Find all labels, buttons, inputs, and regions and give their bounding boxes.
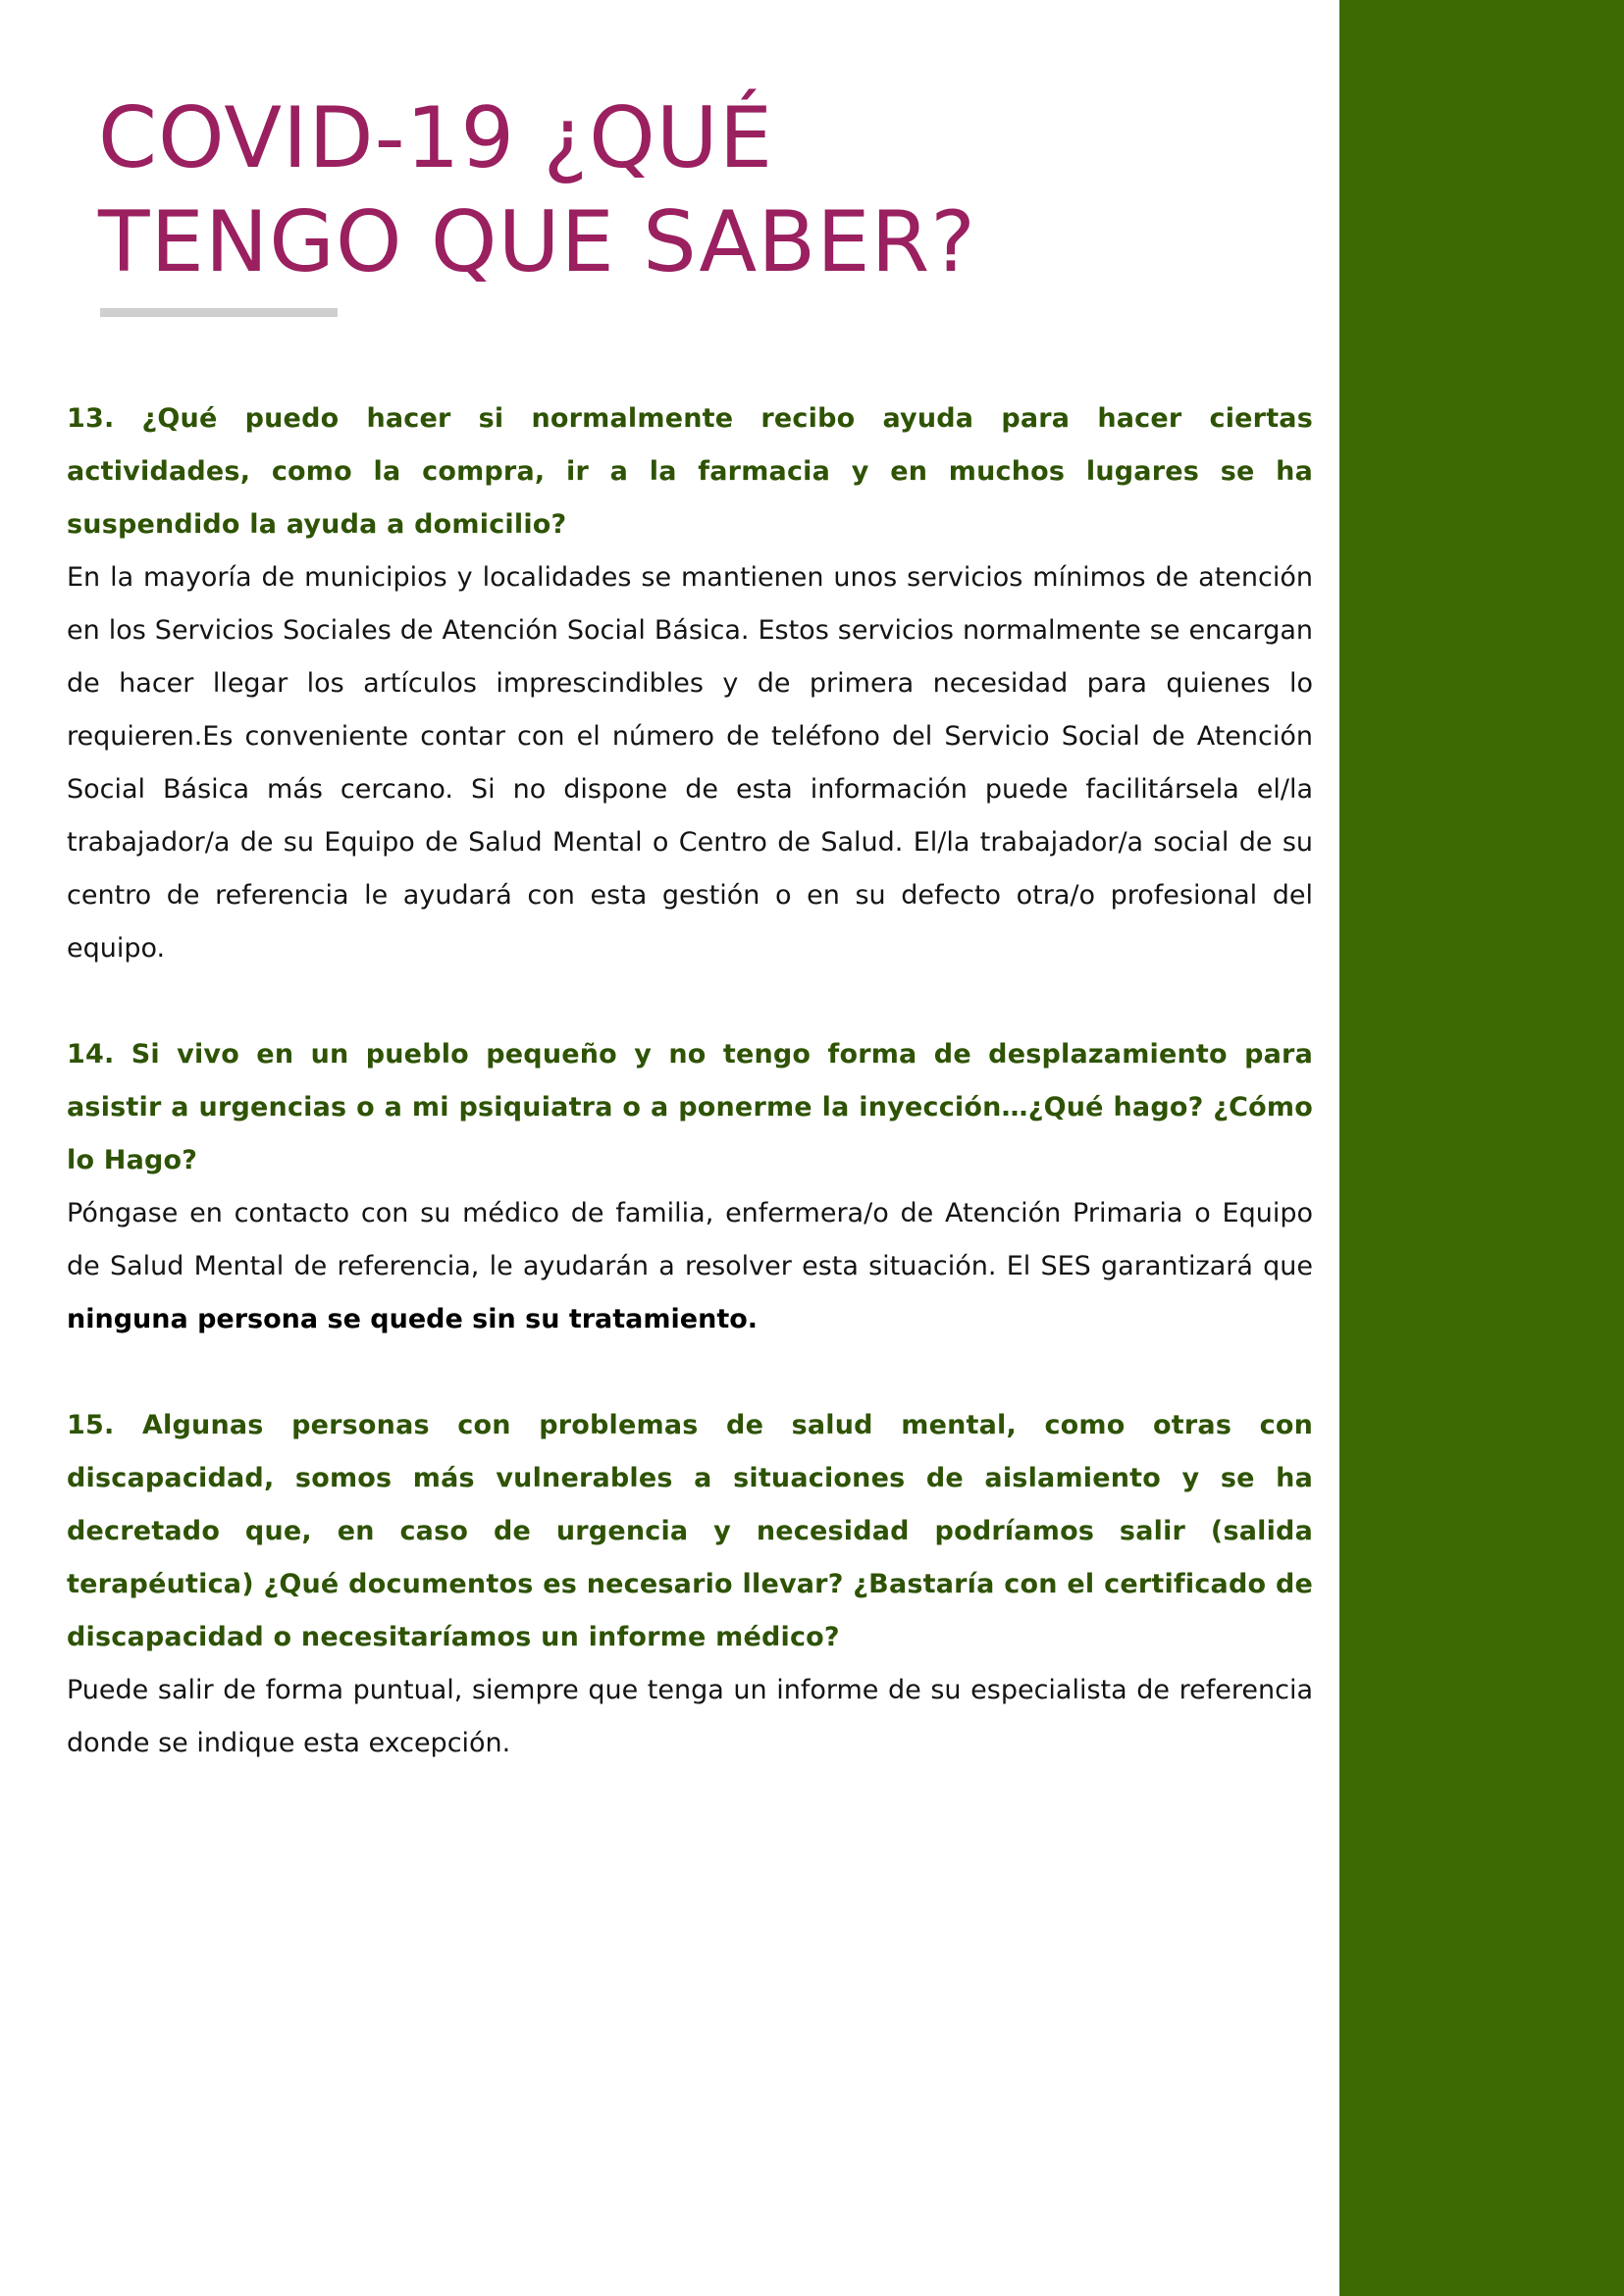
faq-item-15 — [67, 1399, 1313, 1770]
faq-answer-14-emphasis: ninguna persona se quede sin su tratamiento. — [67, 1304, 759, 1334]
page-title-line-1: COVID-19 ¿QUÉ — [98, 89, 774, 187]
faq-item-13 — [67, 392, 1313, 975]
page-title — [98, 86, 1276, 294]
faq-content — [67, 392, 1313, 1823]
faq-answer-14-text: Póngase en contacto con su médico de familia, enfermera/o de Atención Primaria o Equipo de Salud Mental de referencia, le ayudarán a resolver esta situación. El SES garantizará que — [67, 1198, 1313, 1281]
faq-answer-15: Puede salir de forma puntual, siempre que tenga un informe de su especialista de referencia donde se indique esta excepción. — [67, 1675, 1313, 1758]
green-sidebar — [1339, 0, 1624, 2296]
faq-question-14: 14. Si vivo en un pueblo pequeño y no tengo forma de desplazamiento para asistir a urgencias o a mi psiquiatra o a ponerme la inyección…¿Qué hago? ¿Cómo lo Hago? — [67, 1039, 1313, 1175]
faq-item-14 — [67, 1028, 1313, 1346]
title-underline — [100, 308, 338, 317]
page-title-line-2: TENGO QUE SABER? — [98, 193, 976, 291]
faq-answer-13: En la mayoría de municipios y localidades se mantienen unos servicios mínimos de atención en los Servicios Sociales de Atención Social Básica. Estos servicios normalmente se encargan de hacer llegar los artículos imprescindibles y de primera necesidad para quienes lo requieren.Es conveniente contar con el número de teléfono del Servicio Social de Atención Social Básica más cercano. Si no dispone de esta información puede facilitársela el/la trabajador/a de su Equipo de Salud Mental o Centro de Salud. El/la trabajador/a social de su centro de referencia le ayudará con esta gestión o en su defecto otra/o profesional del equipo. — [67, 562, 1313, 964]
faq-question-15: 15. Algunas personas con problemas de salud mental, como otras con discapacidad, somos más vulnerables a situaciones de aislamiento y se ha decretado que, en caso de urgencia y necesidad podríamos salir (salida terapéutica) ¿Qué documentos es necesario llevar? ¿Bastaría con el certificado de discapacidad o necesitaríamos un informe médico? — [67, 1410, 1313, 1652]
faq-question-13: 13. ¿Qué puedo hacer si normalmente recibo ayuda para hacer ciertas actividades, como la compra, ir a la farmacia y en muchos lugares se ha suspendido la ayuda a domicilio? — [67, 403, 1313, 540]
faq-answer-14 — [67, 1187, 1313, 1346]
